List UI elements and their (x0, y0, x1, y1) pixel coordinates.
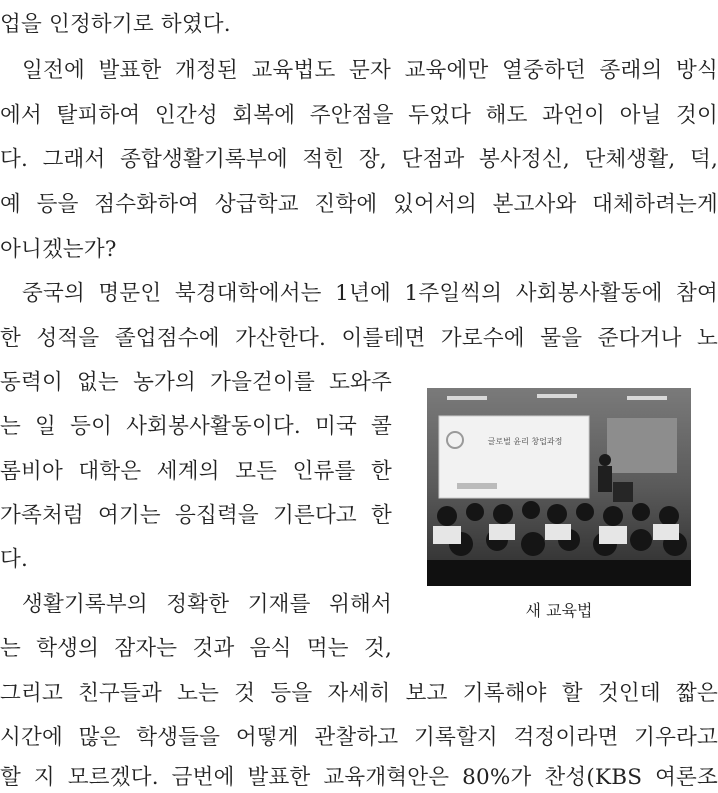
paragraph-line: 한 성적을 졸업점수에 가산한다. 이를테면 가로수에 물을 준다거나 노 (0, 326, 718, 351)
paragraph-line: 그리고 친구들과 노는 것 등을 자세히 보고 기록해야 할 것인데 짧은 (0, 681, 718, 706)
paragraph-line: 일전에 발표한 개정된 교육법도 문자 교육에만 열중하던 종래의 방식 (22, 58, 718, 83)
paragraph-line: 중국의 명문인 북경대학에서는 1년에 1주일씩의 사회봉사활동에 참여 (22, 281, 718, 306)
photo-caption: 새 교육법 (525, 601, 593, 620)
paragraph-line: 할 지 모르겠다. 금번에 발표한 교육개혁안은 80%가 찬성(KBS 여론조 (0, 765, 718, 790)
screen-title: 글로벌 윤리 창업과정 (487, 437, 563, 446)
paragraph-line: 롬비아 대학은 세계의 모든 인류를 한 (0, 459, 392, 484)
paragraph-line: 생활기록부의 정확한 기재를 위해서 (22, 592, 392, 617)
paragraph-line: 아니겠는가? (0, 237, 117, 262)
paragraph-line: 다. 그래서 종합생활기록부에 적힌 장, 단점과 봉사정신, 단체생활, 덕, (0, 147, 718, 172)
paragraph-line: 다. (0, 547, 29, 572)
paragraph-line: 는 학생의 잠자는 것과 음식 먹는 것, (0, 636, 392, 661)
paragraph-line: 는 일 등이 사회봉사활동이다. 미국 콜 (0, 414, 392, 439)
paragraph-line: 시간에 많은 학생들을 어떻게 관찰하고 기록할지 걱정이라면 기우라고 (0, 725, 718, 750)
paragraph-line: 에서 탈피하여 인간성 회복에 주안점을 두었다 해도 과언이 아닐 것이 (0, 103, 718, 128)
paragraph-line: 업을 인정하기로 하였다. (0, 12, 231, 37)
paragraph-line: 예 등을 점수화하여 상급학교 진학에 있어서의 본고사와 대체하려는게 (0, 192, 718, 217)
paragraph-line: 가족처럼 여기는 응집력을 기른다고 한 (0, 503, 392, 528)
paragraph-line: 동력이 없는 농가의 가을걷이를 도와주 (0, 370, 392, 395)
lecture-hall-photo (427, 388, 691, 586)
